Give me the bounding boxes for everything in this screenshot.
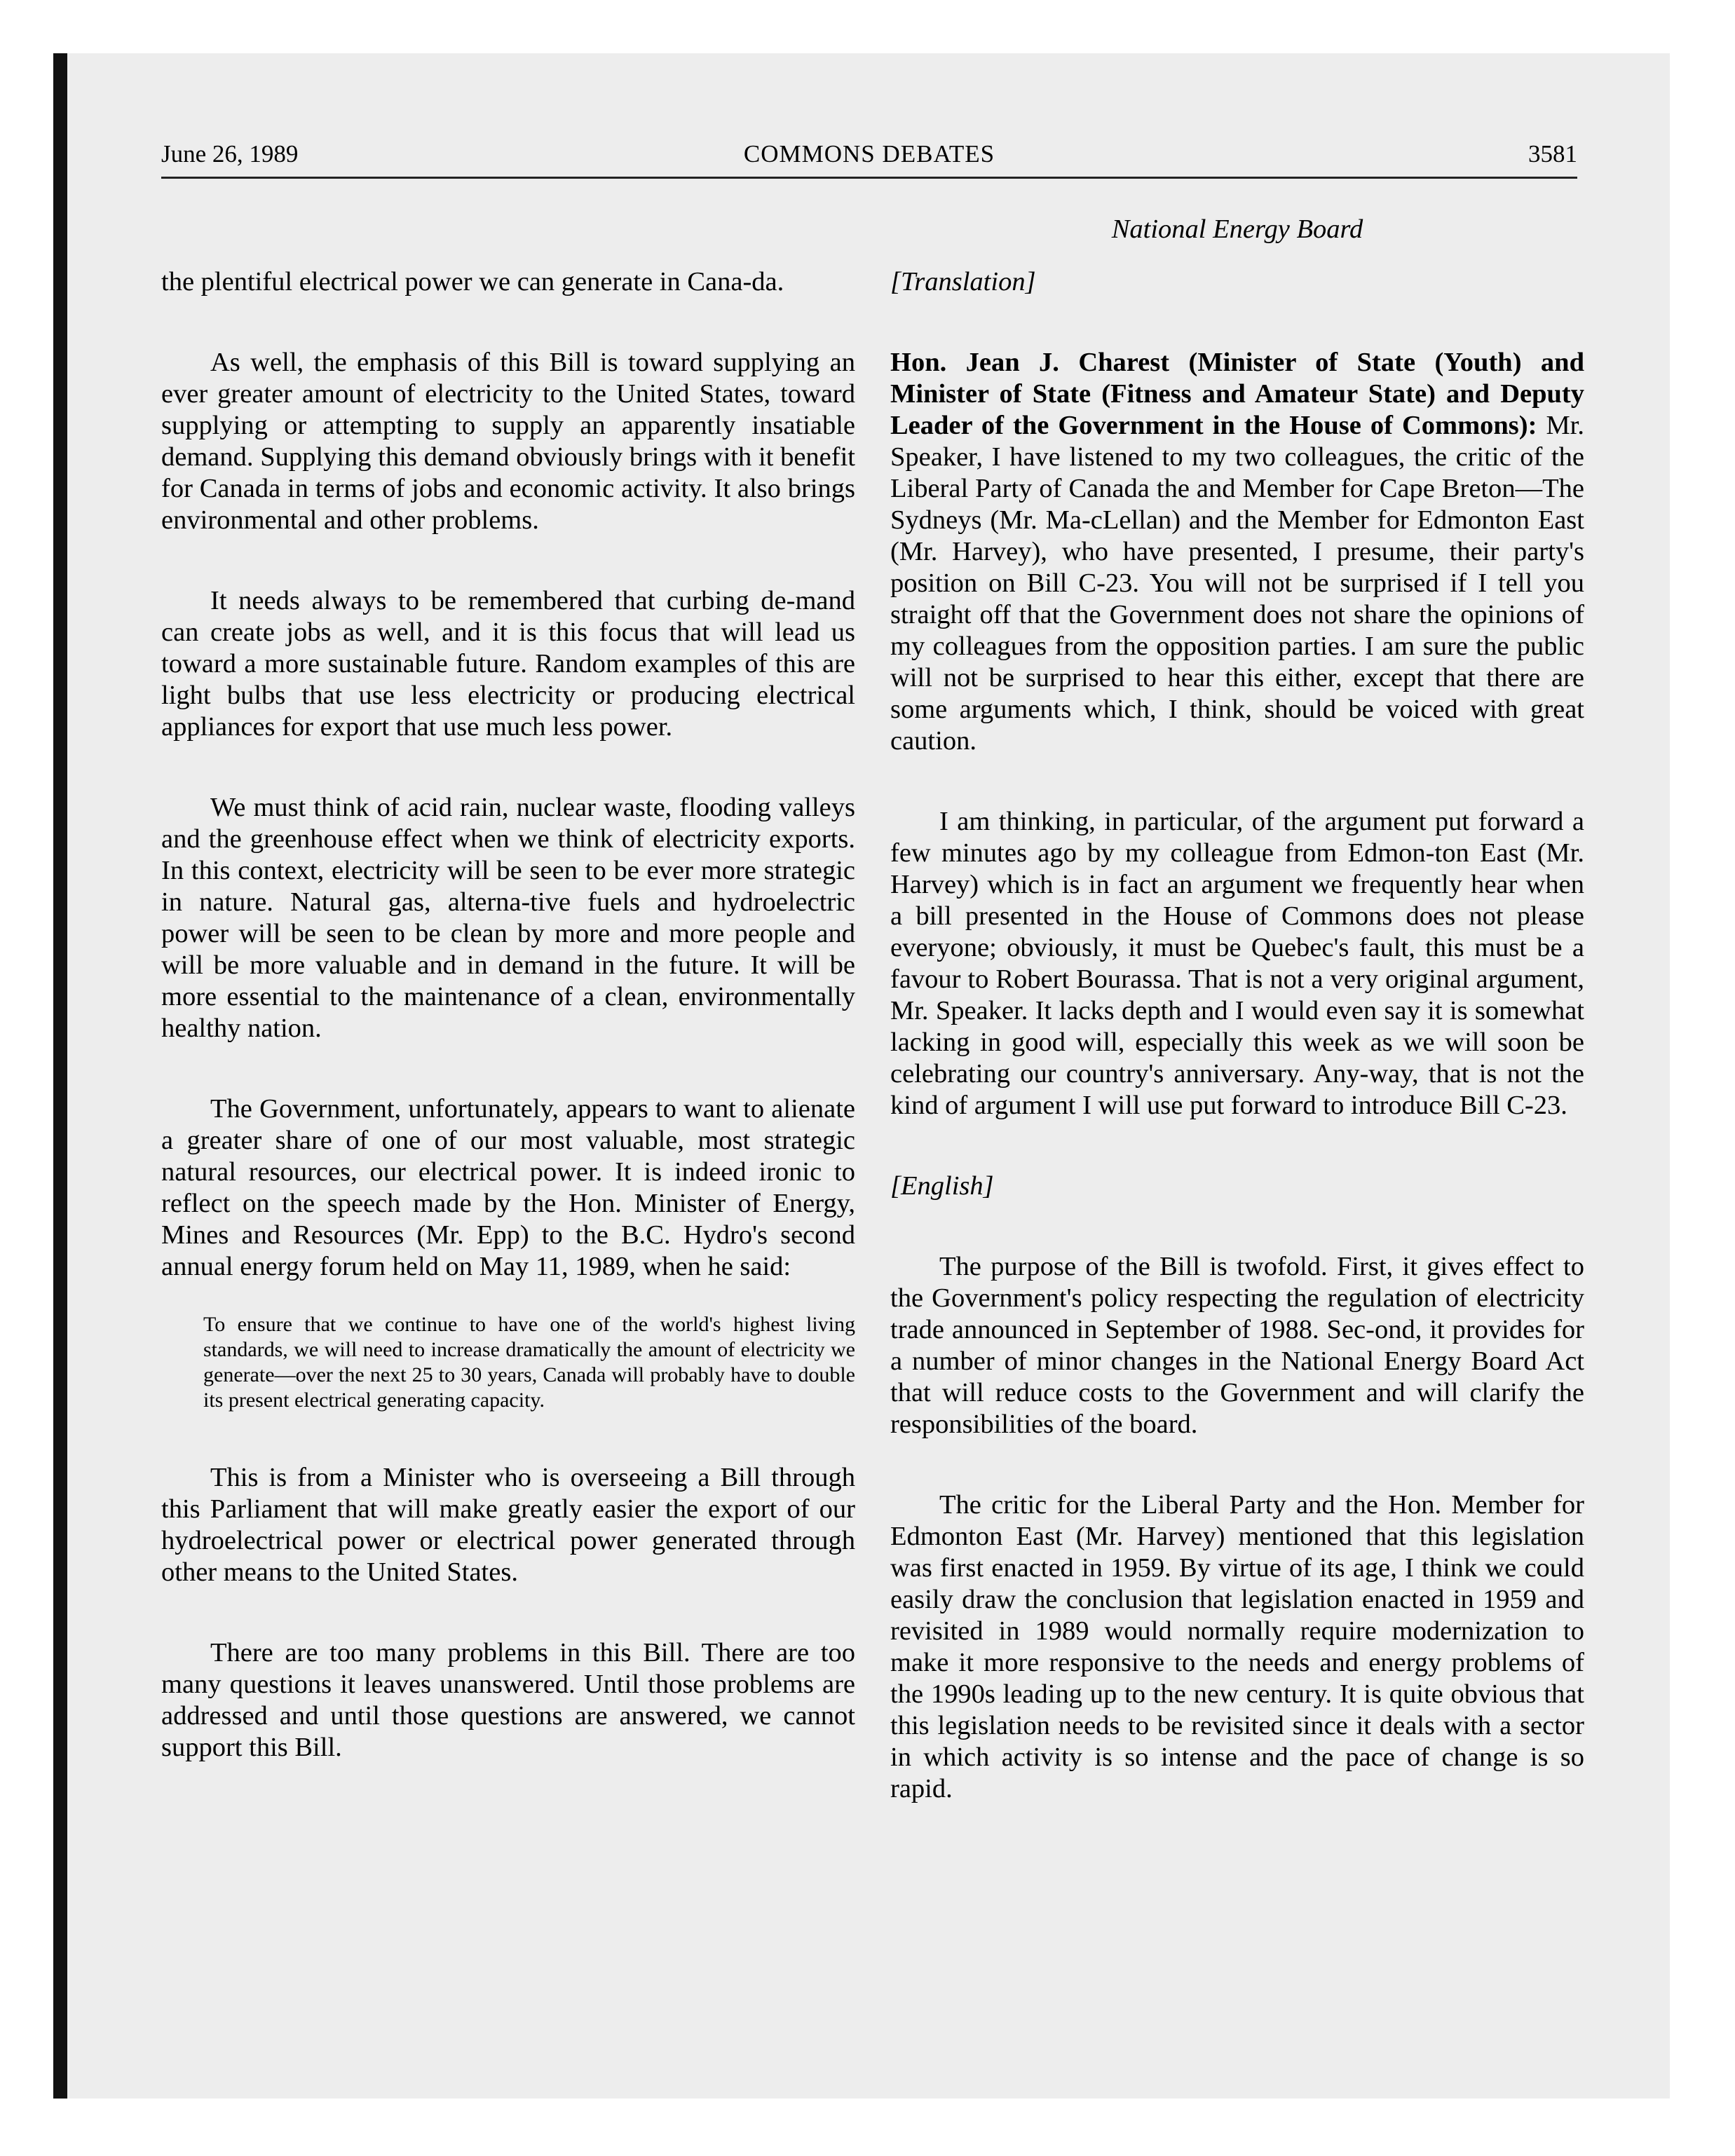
- left-paragraph-6: This is from a Minister who is overseeing a Bill through this Parliament that will make greatly easier the export of our hydroelectrical power or electrical power generated through other means to the United States.: [161, 1463, 855, 1587]
- right-paragraph-3: The purpose of the Bill is twofold. First, it gives effect to the Government's policy respecting the regulation of electricity trade announced in September of 1988. Sec-ond, it provides for a number of minor changes in the National Energy Board Act that will reduce costs to the Government and will clarify the responsibilities of the board.: [890, 1252, 1584, 1439]
- section-title: National Energy Board: [1111, 214, 1363, 244]
- header-publication-title: COMMONS DEBATES: [743, 140, 995, 168]
- right-paragraph-2: I am thinking, in particular, of the argument put forward a few minutes ago by my colleague from Edmon-ton East (Mr. Harvey) which is in fact an argument we frequently hear when a bill presented in the House of Commons does not please everyone; obviously, it must be Quebec's fault, this must be a favour to Robert Bourassa. That is not a very original argument, Mr. Speaker. It lacks depth and I would even say it is somewhat lacking in good will, especially this week as we will soon be celebrating our country's anniversary. Any-way, that is not the kind of argument I will use put forward to introduce Bill C-23.: [890, 807, 1584, 1120]
- right-paragraph-1-text: Mr. Speaker, I have listened to my two colleagues, the critic of the Liberal Party of Canada the and Member for Cape Breton—The Sydneys (Mr. Ma-cLellan) and the Member for Edmonton East (Mr. Harvey), who have presented, I presume, their party's position on Bill C-23. You will not be surprised if I tell you straight off that the Government does not share the opinions of my colleagues from the opposition parties. I am sure the public will not be surprised to hear this either, except that there are some arguments which, I think, should be voiced with great caution.: [890, 411, 1585, 756]
- english-tag: [English]: [890, 1171, 994, 1201]
- running-header: [161, 140, 1577, 175]
- header-page-number: 3581: [1528, 140, 1577, 168]
- right-paragraph-1: [890, 347, 1584, 757]
- binding-edge-shadow: [53, 53, 67, 2099]
- left-paragraph-5: The Government, unfortunately, appears to want to alienate a greater share of one of our most valuable, most strategic natural resources, our electrical power. It is indeed ironic to reflect on the speech made by the Hon. Minister of Energy, Mines and Resources (Mr. Epp) to the B.C. Hydro's second annual energy forum held on May 11, 1989, when he said:: [161, 1094, 855, 1281]
- left-paragraph-7: There are too many problems in this Bill. There are too many questions it leaves unanswered. Until those problems are addressed and until those questions are answered, we cannot support this Bill.: [161, 1638, 855, 1762]
- block-quote: To ensure that we continue to have one of the world's highest living standards, we will need to increase dramatically the amount of electricity we generate—over the next 25 to 30 years, Canada will probably have to double its present electrical generating capacity.: [203, 1313, 855, 1412]
- left-column: [161, 266, 855, 1813]
- left-paragraph-1: the plentiful electrical power we can generate in Cana-da.: [161, 267, 784, 296]
- header-date: June 26, 1989: [161, 140, 299, 168]
- right-column: [890, 266, 1584, 1854]
- left-paragraph-3: It needs always to be remembered that curbing de-mand can create jobs as well, and it is this focus that will lead us toward a more sustainable future. Random examples of this are light bulbs that use less electricity or producing electrical appliances for export that use much less power.: [161, 586, 855, 742]
- header-rule: [161, 177, 1577, 179]
- left-paragraph-2: As well, the emphasis of this Bill is toward supplying an ever greater amount of electricity to the United States, toward supplying or attempting to supply an apparently insatiable demand. Supplying this demand obviously brings with it benefit for Canada in terms of jobs and economic activity. It also brings environmental and other problems.: [161, 348, 855, 535]
- right-paragraph-4: The critic for the Liberal Party and the Hon. Member for Edmonton East (Mr. Harvey) mentioned that this legislation was first enacted in 1959. By virtue of its age, I think we could easily draw the conclusion that legislation enacted in 1959 and revisited in 1989 would normally require modernization to make it more responsive to the needs and energy problems of the 1990s leading up to the new century. It is quite obvious that this legislation needs to be revisited since it deals with a sector in which activity is so intense and the pace of change is so rapid.: [890, 1490, 1584, 1803]
- left-paragraph-4: We must think of acid rain, nuclear waste, flooding valleys and the greenhouse effect when we think of electricity exports. In this context, electricity will be seen to be ever more strategic in nature. Natural gas, alterna-tive fuels and hydroelectric power will be seen to be clean by more and more people and will be more valuable and in demand in the future. It will be more essential to the maintenance of a clean, environmentally healthy nation.: [161, 793, 855, 1043]
- speaker-name: Hon. Jean J. Charest (Minister of State (Youth) and Minister of State (Fitness and Amateur State) and Deputy Leader of the Government in the House of Commons):: [890, 348, 1584, 440]
- translation-tag: [Translation]: [890, 267, 1036, 296]
